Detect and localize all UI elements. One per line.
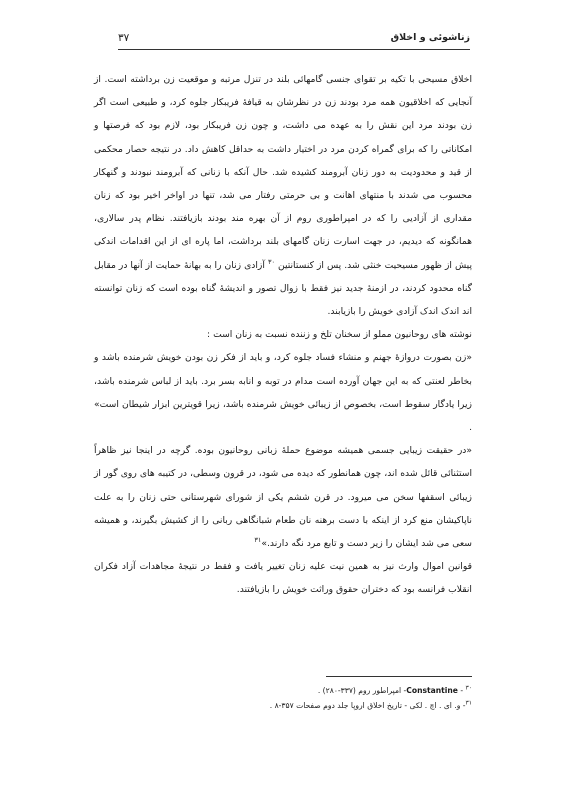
paragraph-text: اخلاق مسیحی با تکیه بر تقوای جنسی گامهائی بلند در تنزل مرتبه و موقعیت زن برداشته است. از آنجایی که اخلاقیون همه مرد بودند زن در نظرشان به قیافهٔ فریبکار جلوه کرد، و طبیعی است اگر زن بودند مرد این نقش را به عهده می داشت، و چون زن فریبکار بود، لازم بود که فرصتها و امکاناتی را که برای گمراه کردن مرد در اختیار داشت به حداقل کاهش داد. در نتیجه حصار محکمی از قید و محدودیت به دور زنان آبرومند کشیده شد. حال آنکه با زنانی که آبرومند نبودند و گنهکار محسوب می شدند با منتهای اهانت و بی حرمتی رفتار می شد، تنها در اواخر اخیر بود که زنان مقداری از آزادیی را که در امپراطوری روم از آن بهره مند بودند بازیافتند. نظام پدر سالاری، همانگونه که دیدیم، در جهت اسارت زنان گامهای بلند برداشت، اما پاره ای از این اقدامات اندکی پیش از ظهور مسیحیت خنثی شد. پس از کنستانتین [94, 74, 473, 271]
footnote-rule [326, 676, 472, 677]
paragraph [94, 68, 472, 323]
footnote-ref: ۳۰ [267, 257, 275, 266]
footnote-number: ۳۰ [465, 684, 472, 692]
footnote [94, 698, 472, 713]
footnote-number: ۳۱ [465, 699, 472, 707]
running-title: زناشوئی و اخلاق [390, 32, 470, 43]
paragraph: نوشته های روحانیون مملو از سخنان تلخ و زننده نسبت به زنان است : [207, 329, 472, 341]
paragraph-text: آزادی زنان را به بهانهٔ حمایت از آنها در مقابل گناه محدود کردند، در ازمنهٔ جدید نیز فقط با زوال تصور و اندیشهٔ گناه بوده است که زنان توانسته اند اندک اندک آزادی خویش را بازیابند. [94, 259, 472, 318]
paragraph: قوانین اموال وارث نیز به همین نیت علیه زنان تغییر یافت و فقط در نتیجهٔ مجاهدات آزاد فکران انقلاب فرانسه بود که دختران حقوق وراثت خویش را بازیافتند. [94, 561, 472, 596]
footnote-latin-term: Constantine [406, 686, 458, 695]
footnote-text: - امپراطور روم (۳۳۷-۲۸۰) . [317, 686, 407, 695]
body-text [94, 68, 472, 602]
footnote: $^{۳۰}$ - Constantine- امپراطور روم (۳۳۷-۲۸۰) . [317, 684, 472, 695]
footnote-text: - و. ای . اچ . لکی - تاریخ اخلاق اروپا جلد دوم صفحات ۳۵۷-۸ . [269, 701, 466, 710]
quote-paragraph: «زن بصورت دروازهٔ جهنم و منشاء فساد جلوه کرد، و باید از فکر زن بودن خویش شرمنده باشد و بخاطر لعنتی که به این جهان آورده است مدام در توبه و انابه بسر برد. باید از لباس شرمنده باشد، زیرا یادگار سقوط است، بخصوص از زیبائی خویش شرمنده باشد، زیرا قویترین ابزار شیطان است» . [94, 352, 472, 434]
quote-paragraph [94, 439, 472, 555]
running-header [118, 30, 470, 46]
footnotes [94, 683, 472, 713]
page-number: ۳۷ [118, 32, 130, 44]
footnote-ref: ۳۱ [254, 536, 262, 544]
header-rule [118, 49, 470, 50]
paragraph-text: «در حقیقت زیبایی جسمی همیشه موضوع حملهٔ زبانی روحانیون بوده. گرچه در اینجا نیز ظاهراً استثنائی قائل شده اند، چون همانطور که دیده می شود، در قرون وسطی، در کتیبه های روی گور از زیبائی اسقفها سخن می میرود. در قرن ششم یکی از شورای شهرستانی حتی زنان را به علت ناپاکیشان منع کرد از اینکه با دست برهنه نان طعام شبانگاهی ربانی را از کشیش بگیرند، و همیشه سعی می شد ایشان را زیر دست و تابع مرد نگه دارند.» [94, 445, 472, 550]
